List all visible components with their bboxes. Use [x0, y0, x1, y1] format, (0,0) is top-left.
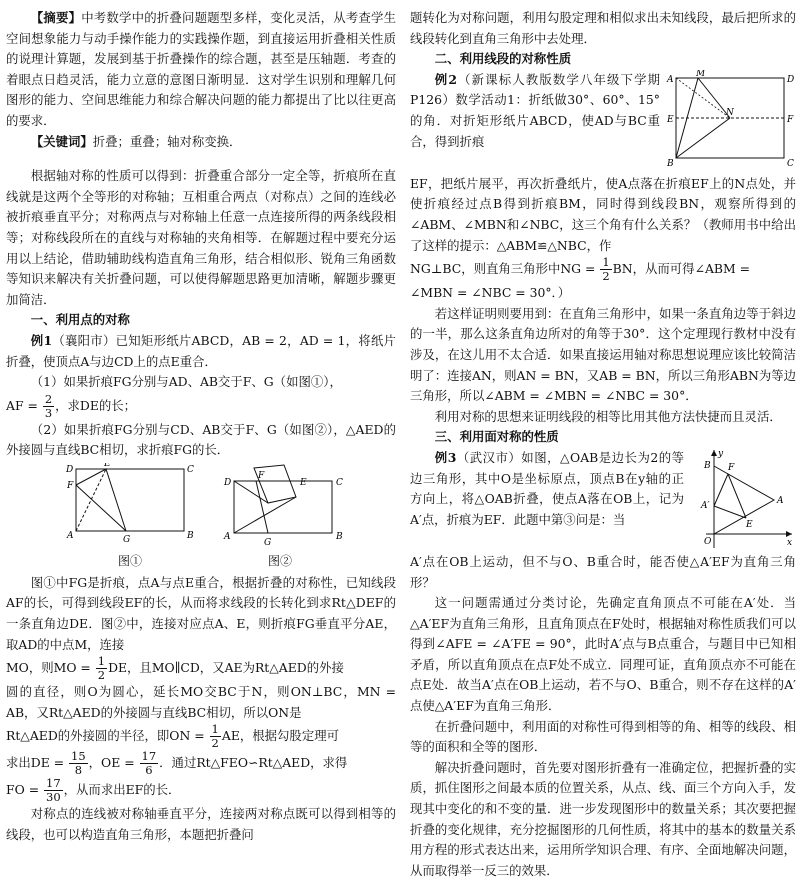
example-1-q2: （2）如果折痕FG分别与CD、AB交于F、G（如图②），△AED的外接圆与直线BC相切，求折痕FG的长． [6, 421, 396, 458]
fig4-label-a: A [777, 495, 784, 506]
fraction-2-3 [43, 393, 54, 420]
fig4-label-x: x [787, 537, 793, 548]
sol1b-post: DE，且MO∥CD，又AE为Rt△AED的外接 [108, 660, 344, 676]
fig1-label-b: B [187, 530, 194, 541]
abstract [6, 8, 396, 132]
example-3-text: （武汉市）如图，△OAB是边长为2的等边三角形，其中O是坐标原点，顶点B在y轴的正方向上，将△OAB折叠，使点A落在OB上，记为A′点，折痕为EF．此题中第③问是：当 [410, 449, 685, 527]
example-1-q1: （1）如果折痕FG分别与AD、AB交于F、G（如图①）， [30, 374, 342, 390]
fig3-label-e: E [667, 114, 674, 125]
fig4-label-e: E [746, 519, 753, 530]
fig2-label-d: D [224, 477, 232, 488]
example-2-label: 例2 [434, 71, 457, 87]
fig4-label-b: B [704, 460, 711, 471]
frac-num: 1 [602, 255, 610, 270]
fraction-1-2-a [96, 655, 107, 682]
hint-pre: NG⊥BC，则直角三角形中NG = [410, 261, 600, 277]
solution-1-f [6, 777, 396, 804]
solution-1-c: 圆的直径，则O为圆心，延长MO交BC于N，则ON⊥BC，MN = AB，又Rt△AED的外接圆与直线BC相切，所以ON是 [6, 684, 396, 720]
fraction-1-2-b [210, 723, 221, 750]
fig1-label-c: C [187, 464, 194, 475]
frac-den: 2 [602, 269, 610, 284]
frac-den: 6 [145, 763, 153, 778]
example-2-rest: EF，把纸片展平，再次折叠纸片，使A点落在折痕EF上的N点处，并使折痕经过点B得到折痕BM，同时得到线段BN，观察所得到的∠ABM、∠MBN和∠NBC，这三个角有什么关系？（教师用书中给出了这样的提示：△ABM≌△NBC，作 [410, 175, 796, 253]
right-column [410, 8, 796, 881]
paragraph-5: 在折叠问题中，利用面的对称性可得到相等的角、相等的线段、相等的面积和全等的图形． [410, 718, 796, 755]
fig3-label-m: M [696, 69, 706, 79]
hint-post: BN，从而可得∠ABM = [612, 261, 751, 277]
frac-den: 3 [44, 405, 53, 420]
fig4-label-o: O [704, 536, 712, 547]
frac-num: 1 [97, 654, 106, 669]
figure-2-caption: 图② [268, 553, 293, 568]
example-1-label: 例1 [30, 332, 53, 348]
q1-post: ，求DE的长； [55, 397, 137, 413]
example-1-q1-cond [6, 393, 396, 420]
fig2-label-f: F [258, 470, 265, 481]
example-3-wrap [410, 448, 796, 552]
fig1-label-e: E [104, 462, 111, 469]
left-column [6, 8, 396, 846]
section-heading-3: 三、利用面对称的性质 [434, 429, 559, 445]
figure-row-1 [6, 463, 396, 573]
keywords [6, 132, 396, 153]
fraction-17-6 [140, 750, 159, 777]
example-1-text: （襄阳市）已知矩形纸片ABCD，AB = 2，AD = 1，将纸片折叠，使顶点A与边CD上的点E重合． [6, 332, 396, 369]
paragraph-6: 解决折叠问题时，首先要对图形折叠有一准确定位，把握折叠的实质，抓住图形之间最本质的位置关系，从点、线、面三个方向入手，发现其中变化的和不变的量．进一步发现图形中的数量关系；其次要把握折叠的变化规律，充分挖掘图形的几何性质，将其中的基本的数量关系用方程的形式表达出来，运用所学知识合理、有序、全面地解决问题，从而取得举一反三的效果． [410, 759, 796, 878]
frac-den: 8 [74, 763, 83, 778]
sol1f-pre: FO = [6, 782, 44, 798]
fraction-17-30 [44, 777, 63, 804]
example-2-hint [410, 256, 796, 283]
paragraph-4: 这一问题需通过分类讨论，先确定直角顶点不可能在A′处．当△A′EF为直角三角形，且直角顶点在F处时，根据轴对称性质我们可以得到∠AFE = ∠A′FE = 90°，此时A′点与B点重合，与题目中已知相矛盾，所以直角顶点在点F处不成立．同理可证，直角顶点亦不可能在点E处．故当A′点在OB上运动，若不与O、B重合，则不存在这样的A′点使△A′EF为直角三角形． [410, 595, 796, 714]
frac-den: 2 [211, 736, 219, 751]
fig2-label-a: A [224, 531, 231, 542]
fig3-label-f: F [787, 114, 794, 125]
keywords-text: 折叠；重叠；轴对称变换． [92, 133, 242, 149]
sol1e-post: ．通过Rt△FEO∽Rt△AED，求得 [159, 755, 348, 771]
fig3-label-d: D [787, 74, 795, 85]
sol1d-pre: Rt△AED的外接圆的半径，即ON = [6, 728, 209, 744]
example-1 [6, 331, 396, 372]
frac-num: 2 [44, 391, 53, 406]
frac-num: 1 [211, 722, 219, 737]
example-3-rest: A′点在OB上运动，但不与O、B重合时，能否使△A′EF为直角三角形？ [410, 553, 796, 590]
example-2-text: （新课标人教版数学八年级下学期P126）数学活动1：折纸做30°、60°、15°的角．对折矩形纸片ABCD，使AD与BC重合，得到折痕 [410, 71, 661, 149]
paragraph-2: 若这样证明则要用到：在直角三角形中，如果一条直角边等于斜边的一半，那么这条直角边所对的角等于30°．这个定理现行教材中没有涉及，在这儿用不太合适．如果直接运用轴对称思想说理应该比较简洁明了：连接AN，则AN = BN，又AB = BN，所以三角形ABN为等边三角形，所以∠ABM = ∠MBN = ∠NBC = 30°． [410, 305, 796, 404]
fig4-label-y: y [718, 448, 724, 459]
figure-1-caption: 图① [118, 553, 143, 568]
example-2-wrap [410, 70, 796, 174]
fig2-label-b: B [336, 531, 343, 542]
fig3-label-b: B [667, 158, 674, 169]
solution-1-b [6, 655, 396, 682]
fig2-label-c: C [336, 477, 343, 488]
fig2-label-e: E [300, 477, 307, 488]
section-heading-1: 一、利用点的对称 [30, 312, 130, 328]
frac-num: 17 [46, 776, 61, 791]
frac-num: 15 [71, 749, 86, 764]
solution-1-g: 对称点的连线被对称轴垂直平分，连接两对称点既可以得到相等的线段，也可以构造直角三角形，本题把折叠问 [6, 806, 396, 843]
intro-paragraph: 根据轴对称的性质可以得到：折叠重合部分一定全等，折痕所在直线就是这两个全等形的对称轴；互相重合两点（对称点）之间的连线必被折痕垂直平分；对称两点与对称轴上任意一点连接所得的两条线段相等；对称线段所在的直线与对称轴的夹角相等．在解题过程中要充分运用以上结论，借助辅助线构造直角三角形，结合相似形、锐角三角函数等知识来解决有关折叠问题，可以使得解题思路更加清晰，解题步骤更加简洁． [6, 168, 396, 307]
figure-4-diagram [688, 448, 796, 552]
fraction-15-8 [69, 750, 88, 777]
figure-1-diagram [65, 463, 194, 545]
abstract-label: 【摘要】 [30, 10, 82, 25]
sol1f-post: ，从而求出EF的长． [63, 782, 181, 798]
figure-3-diagram [664, 70, 796, 174]
fig4-label-a-prime: A′ [701, 500, 710, 511]
example-2-hint-end: ∠MBN = ∠NBC = 30°．） [410, 285, 571, 301]
example-2 [410, 70, 660, 152]
fig1-label-f: F [67, 480, 74, 491]
keywords-label: 【关键词】 [30, 133, 93, 149]
paragraph-3: 利用对称的思想来证明线段的相等比用其他方法快捷而且灵活． [434, 408, 782, 424]
solution-1-a: 图①中FG是折痕，点A与点E重合，根据折叠的对称性，已知线段AF的长，可得到线段EF的长，从而将求线段的长转化到求Rt△DEF的一条直角边DE．图②中，连接对应点A、E，则折痕FG垂直平分AE，取AD的中点M，连接 [6, 574, 396, 652]
section-heading-2: 二、利用线段的对称性质 [434, 51, 572, 67]
frac-den: 2 [97, 668, 106, 683]
q1-pre: AF = [6, 397, 42, 413]
example-3-label: 例3 [434, 449, 457, 465]
figure-1-and-2 [6, 463, 396, 573]
example-3 [410, 448, 684, 530]
frac-num: 17 [141, 749, 157, 764]
fig3-label-n: N [726, 107, 734, 118]
solution-1-d [6, 723, 396, 750]
abstract-text: 中考数学中的折叠问题题型多样，变化灵活，从考查学生空间想象能力与动手操作能力的实践操作题，到直接运用折叠相关性质的说理计算题，发展到基于折叠操作的综合题，甚至是压轴题．考查的着眼点日趋灵活，能力立意的意图日渐明显．这对学生识别和理解几何图形的能力、空间思维能力和综合解决问题的能力都提出了比以往更高的要求． [6, 10, 397, 128]
fig3-label-c: C [787, 158, 794, 169]
fig4-label-f: F [728, 462, 735, 473]
sol1e-mid: ，OE = [88, 755, 139, 771]
fig1-label-g: G [123, 534, 131, 545]
fig3-label-a: A [667, 74, 674, 85]
fig1-label-a: A [67, 530, 74, 541]
fig2-label-g: G [264, 537, 272, 548]
sol1e-pre: 求出DE = [6, 755, 69, 771]
solution-1-e [6, 750, 396, 777]
sol1b-pre: MO，则MO = [6, 660, 95, 676]
sol1d-post: AE，根据勾股定理可 [221, 728, 339, 744]
figure-2-diagram [223, 465, 343, 548]
continued-text: 题转化为对称问题，利用勾股定理和相似求出未知线段，最后把所求的线段转化到直角三角形中去处理． [410, 10, 796, 46]
fraction-1-2-c [600, 256, 611, 283]
fig1-label-d: D [66, 464, 74, 475]
frac-den: 30 [46, 790, 61, 805]
